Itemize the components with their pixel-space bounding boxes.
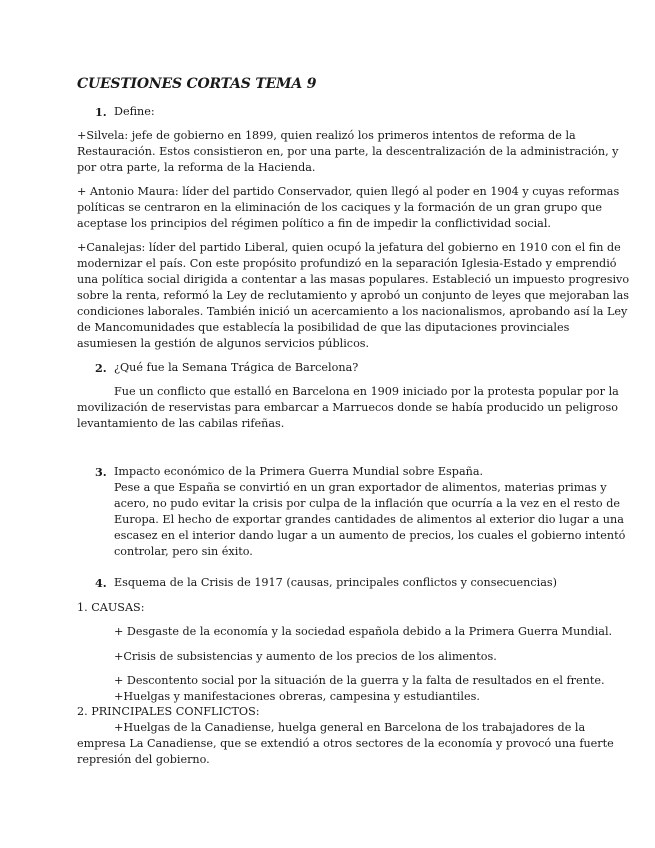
- canalejas-line-4: sobre la renta, reformó la Ley de reclutamiento y aprobó un conjunto de leyes que mejoraban las: [77, 289, 630, 302]
- maura-line-2: políticas se centraron en la eliminación de los caciques y la formación de un gran grupo que: [77, 201, 603, 214]
- silvela-line-3: por otra parte, la reforma de la Hacienda.: [77, 161, 316, 174]
- causa-item-2: +Crisis de subsistencias y aumento de los precios de los alimentos.: [114, 650, 497, 663]
- maura-line-3: aceptase los principios del régimen político a fin de impedir la conflictividad social.: [77, 217, 551, 230]
- q2-heading: ¿Qué fue la Semana Trágica de Barcelona?: [114, 361, 359, 374]
- canalejas-line-1: +Canalejas: líder del partido Liberal, quien ocupó la jefatura del gobierno en 1910 con el fin de: [77, 241, 621, 254]
- q3-answer-line-4: escasez en el interior dando lugar a un aumento de precios, los cuales el gobierno intentó: [114, 529, 626, 542]
- conflictos-heading: 2. PRINCIPALES CONFLICTOS:: [77, 705, 260, 718]
- q3-answer-line-2: acero, no pudo evitar la crisis por culpa de la inflación que ocurría a la vez en el resto de: [114, 497, 620, 510]
- page-title: CUESTIONES CORTAS TEMA 9: [77, 76, 317, 92]
- q3-number: 3.: [95, 465, 107, 479]
- canalejas-line-6: de Mancomunidades que establecía la posibilidad de que las diputaciones provinciales: [77, 321, 570, 334]
- silvela-line-1: +Silvela: jefe de gobierno en 1899, quien realizó los primeros intentos de reforma de la: [77, 129, 576, 142]
- q1-number: 1.: [95, 105, 107, 119]
- q2-answer-line-3: levantamiento de las cabilas rifeñas.: [77, 417, 285, 430]
- canalejas-line-3: una política social dirigida a contentar a las masas populares. Estableció un impuesto progresivo: [77, 273, 630, 286]
- causa-item-4: +Huelgas y manifestaciones obreras, campesina y estudiantiles.: [114, 690, 480, 703]
- q2-answer-line-2: movilización de reservistas para embarcar a Marruecos donde se había producido un peligroso: [77, 401, 618, 414]
- q3-answer-line-3: Europa. El hecho de exportar grandes cantidades de alimentos al exterior dio lugar a una: [114, 513, 624, 526]
- maura-line-1: + Antonio Maura: líder del partido Conservador, quien llegó al poder en 1904 y cuyas reformas: [77, 185, 620, 198]
- q3-heading: Impacto económico de la Primera Guerra Mundial sobre España.: [114, 465, 484, 478]
- conflicto-line-1: +Huelgas de la Canadiense, huelga general en Barcelona de los trabajadores de la: [114, 721, 586, 734]
- q4-number: 4.: [95, 576, 107, 590]
- conflicto-line-3: represión del gobierno.: [77, 753, 210, 766]
- causa-item-1: + Desgaste de la economía y la sociedad española debido a la Primera Guerra Mundial.: [114, 625, 613, 638]
- q2-answer-line-1: Fue un conflicto que estalló en Barcelona en 1909 iniciado por la protesta popular por la: [114, 385, 619, 398]
- canalejas-line-7: asumiesen la gestión de algunos servicios públicos.: [77, 337, 370, 350]
- q4-heading: Esquema de la Crisis de 1917 (causas, principales conflictos y consecuencias): [114, 576, 557, 589]
- q3-answer-line-5: controlar, pero sin éxito.: [114, 545, 253, 558]
- canalejas-line-2: modernizar el país. Con este propósito profundizó en la separación Iglesia-Estado y emprendió: [77, 257, 617, 270]
- causa-item-3: + Descontento social por la situación de la guerra y la falta de resultados en el frente.: [114, 674, 605, 687]
- conflicto-line-2: empresa La Canadiense, que se extendió a otros sectores de la economía y provocó una fuerte: [77, 737, 614, 750]
- silvela-line-2: Restauración. Estos consistieron en, por una parte, la descentralización de la administración, y: [77, 145, 619, 158]
- q3-answer-line-1: Pese a que España se convirtió en un gran exportador de alimentos, materias primas y: [114, 481, 607, 494]
- canalejas-line-5: condiciones laborales. También inició un acercamiento a los nacionalismos, aprobando así la Ley: [77, 305, 628, 318]
- q1-heading: Define:: [114, 105, 155, 118]
- q2-number: 2.: [95, 361, 107, 375]
- causas-heading: 1. CAUSAS:: [77, 601, 145, 614]
